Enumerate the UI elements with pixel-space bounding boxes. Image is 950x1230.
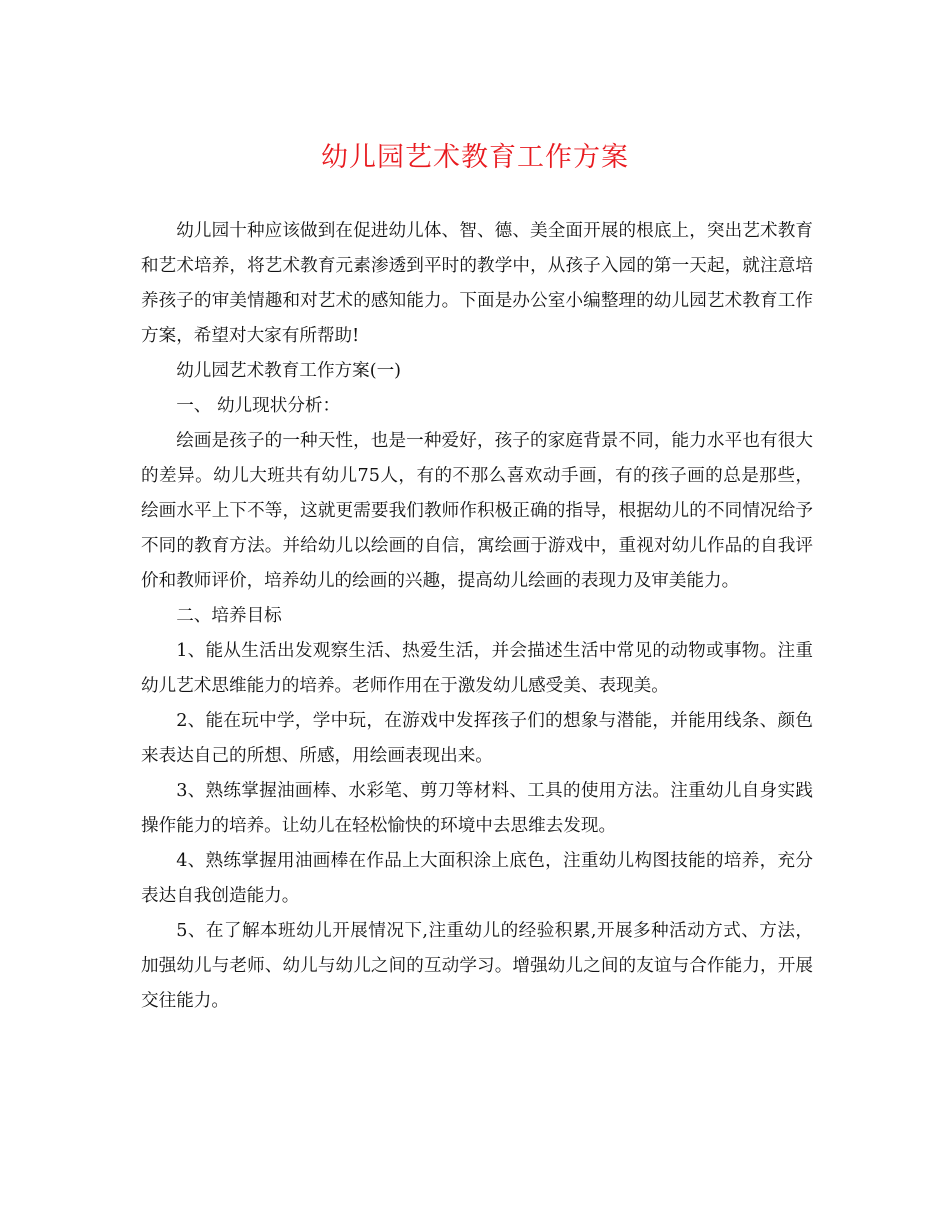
goal-item-1: 1、能从生活出发观察生活、热爱生活，并会描述生活中常见的动物或事物。注重幼儿艺术思维能力的培养。老师作用在于激发幼儿感受美、表现美。 xyxy=(141,641,813,696)
goal-item-4: 4、熟练掌握用油画棒在作品上大面积涂上底色，注重幼儿构图技能的培养，充分表达自我创造能力。 xyxy=(141,851,813,906)
section-heading-plan-one: 幼儿园艺术教育工作方案(一) xyxy=(176,361,402,381)
goal-item-3: 3、熟练掌握油画棒、水彩笔、剪刀等材料、工具的使用方法。注重幼儿自身实践操作能力的培养。让幼儿在轻松愉快的环境中去思维去发现。 xyxy=(141,781,813,836)
document-body xyxy=(141,214,813,1019)
section-heading-analysis: 一、 幼儿现状分析： xyxy=(176,396,341,416)
analysis-paragraph: 绘画是孩子的一种天性，也是一种爱好，孩子的家庭背景不同，能力水平也有很大的差异。幼儿大班共有幼儿75人，有的不那么喜欢动手画，有的孩子画的总是那些，绘画水平上下不等，这就更需要我们教师作积极正确的指导，根据幼儿的不同情况给予不同的教育方法。并给幼儿以绘画的自信，寓绘画于游戏中，重视对幼儿作品的自我评价和教师评价，培养幼儿的绘画的兴趣，提高幼儿绘画的表现力及审美能力。 xyxy=(141,431,813,591)
goal-item-2: 2、能在玩中学，学中玩，在游戏中发挥孩子们的想象与潜能，并能用线条、颜色来表达自己的所想、所感，用绘画表现出来。 xyxy=(141,711,813,766)
goal-item-5: 5、在了解本班幼儿开展情况下,注重幼儿的经验积累,开展多种活动方式、方法，加强幼儿与老师、幼儿与幼儿之间的互动学习。增强幼儿之间的友谊与合作能力，开展交往能力。 xyxy=(141,921,813,1011)
section-heading-goals: 二、培养目标 xyxy=(176,606,282,626)
document-title: 幼儿园艺术教育工作方案 xyxy=(321,142,629,173)
intro-paragraph: 幼儿园十种应该做到在促进幼儿体、智、德、美全面开展的根底上，突出艺术教育和艺术培养，将艺术教育元素渗透到平时的教学中，从孩子入园的第一天起，就注意培养孩子的审美情趣和对艺术的感知能力。下面是办公室小编整理的幼儿园艺术教育工作方案，希望对大家有所帮助! xyxy=(141,221,813,346)
